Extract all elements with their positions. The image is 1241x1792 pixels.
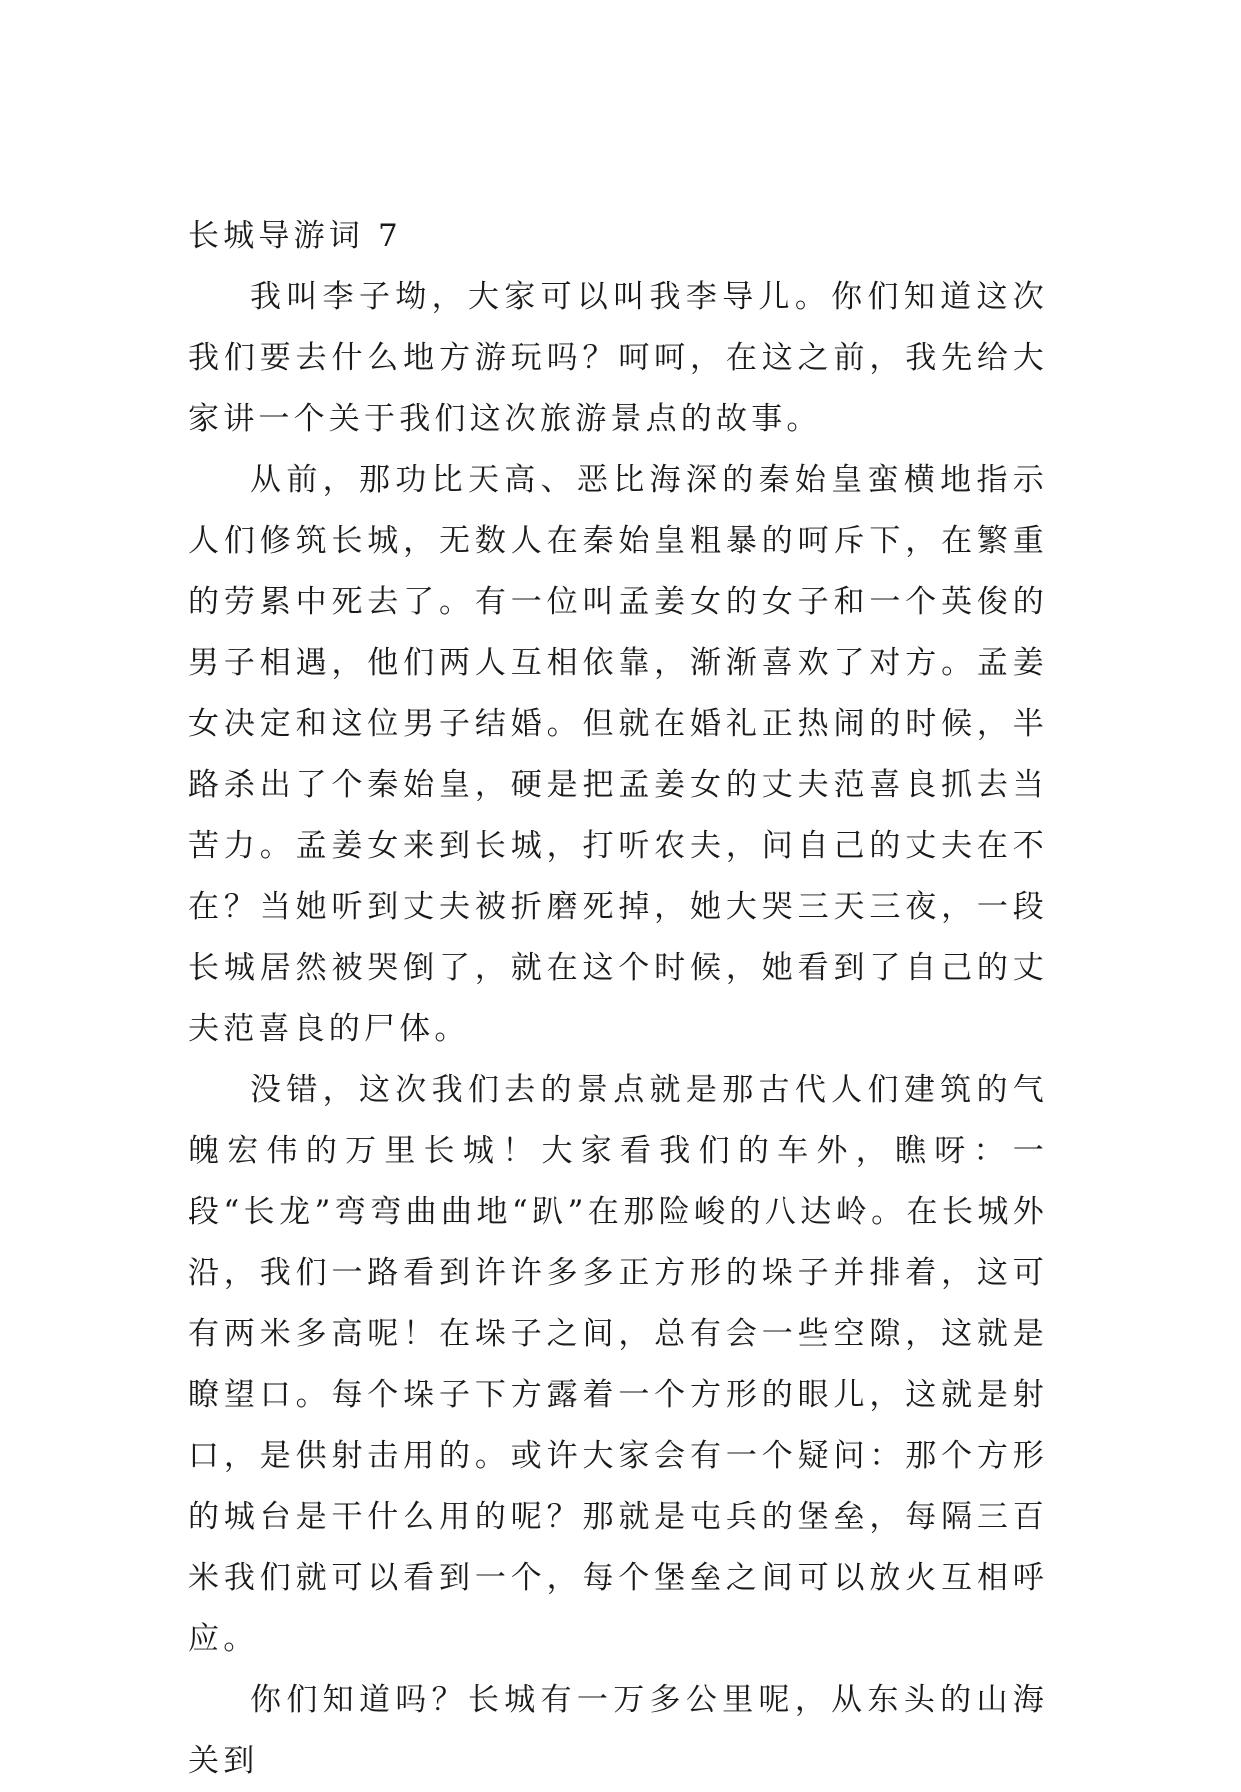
document-body bbox=[188, 206, 1048, 1792]
document-title: 长城导游词 7 bbox=[188, 218, 402, 254]
paragraph-great-wall: 没错，这次我们去的景点就是那古代人们建筑的气魄宏伟的万里长城！大家看我们的车外，瞧呀：一段“长龙”弯弯曲曲地“趴”在那险峻的八达岭。在长城外沿，我们一路看到许许多多正方形的垛子并排着，这可有两米多高呢！在垛子之间，总有会一些空隙，这就是瞭望口。每个垛子下方露着一个方形的眼儿，这就是射口，是供射击用的。或许大家会有一个疑问：那个方形的城台是干什么用的呢？那就是屯兵的堡垒，每隔三百米我们就可以看到一个，每个堡垒之间可以放火互相呼应。 bbox=[188, 1072, 1048, 1657]
paragraph-intro: 我叫李子坳，大家可以叫我李导儿。你们知道这次我们要去什么地方游玩吗？呵呵，在这之前，我先给大家讲一个关于我们这次旅游景点的故事。 bbox=[188, 279, 1048, 437]
paragraph-length: 你们知道吗？长城有一万多公里呢，从东头的山海关到 bbox=[188, 1682, 1048, 1779]
paragraph-legend: 从前，那功比天高、恶比海深的秦始皇蛮横地指示人们修筑长城，无数人在秦始皇粗暴的呵斥下，在繁重的劳累中死去了。有一位叫孟姜女的女子和一个英俊的男子相遇，他们两人互相依靠，渐渐喜欢了对方。孟姜女决定和这位男子结婚。但就在婚礼正热闹的时候，半路杀出了个秦始皇，硬是把孟姜女的丈夫范喜良抓去当苦力。孟姜女来到长城，打听农夫，问自己的丈夫在不在？当她听到丈夫被折磨死掉，她大哭三天三夜，一段长城居然被哭倒了，就在这个时候，她看到了自己的丈夫范喜良的尸体。 bbox=[188, 462, 1048, 1047]
